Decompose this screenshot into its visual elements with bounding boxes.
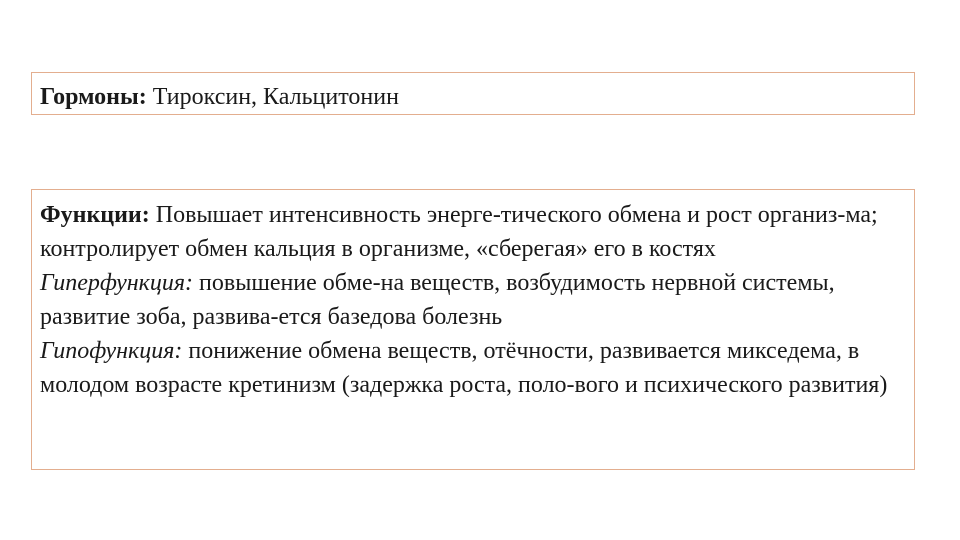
functions-text: Повышает интенсивность энерге-тического обмена и рост организ-ма; контролирует обмен кальция в организме, «сберегая» его в костях [40,202,878,262]
hypofunction-label: Гипофункция: [40,338,183,364]
hypofunction-paragraph [40,334,906,402]
hormones-text: Тироксин, Кальцитонин [146,84,399,110]
hormones-box [31,72,915,115]
hyperfunction-label: Гиперфункция: [40,270,194,296]
functions-label: Функции: [40,202,150,228]
functions-paragraph [40,198,906,266]
hyperfunction-paragraph [40,266,906,334]
hypofunction-text: понижение обмена веществ, отёчности, развивается микседема, в молодом возрасте кретинизм (задержка роста, поло-вого и психического развития) [40,338,888,398]
hormones-label: Гормоны: [40,84,147,110]
hyperfunction-text: повышение обме-на веществ, возбудимость нервной системы, развитие зоба, развива-ется базедова болезнь [40,270,835,330]
functions-box [31,189,915,470]
